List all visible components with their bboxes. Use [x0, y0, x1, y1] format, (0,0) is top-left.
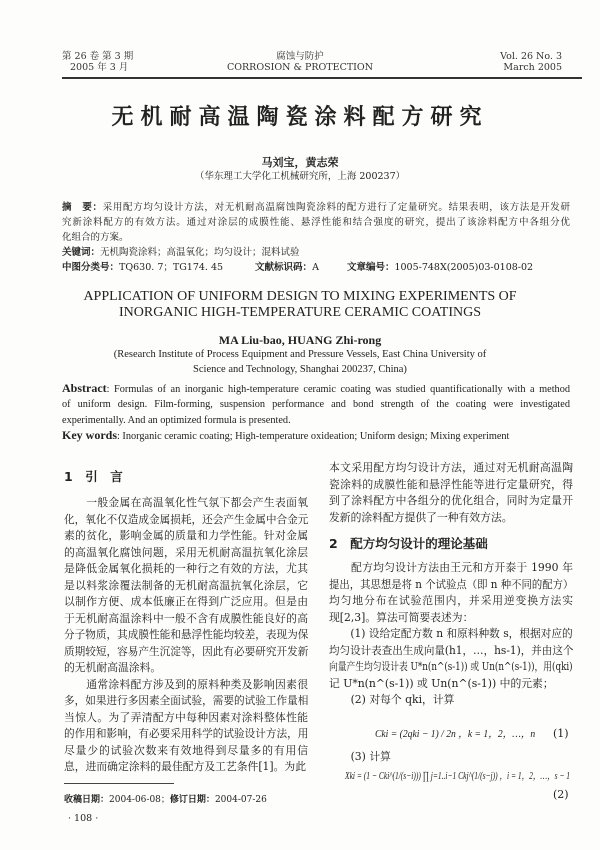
- text-line: 发新的涂料配方提供了一种有效方法。: [329, 510, 513, 524]
- text-line: 本文采用配方均匀设计方法，通过对无机耐高温陶: [329, 461, 573, 474]
- authors-cn: 马刘宝，黄志荣: [261, 156, 339, 169]
- text-line: 当惊人。为了弄清配方中每种因素对涂料整体性能: [64, 710, 308, 724]
- text-line: 化，氧化不仅造成金属损耗，还会产生金属中合金元: [64, 512, 309, 526]
- journal-volume-en: Vol. 26 No. 3 March 2005: [500, 51, 562, 73]
- text-line: 尽量少的试验次数来有效地得到尽量多的有用信: [64, 743, 308, 757]
- step-3: (3) 计算: [329, 750, 391, 763]
- text-line: 多，如果进行多因素全面试验，需要的试验工作量相: [64, 694, 309, 707]
- text-line: 配方均匀设计方法由王元和方开泰于 1990 年: [329, 561, 573, 574]
- affiliation-en: (Research Institute of Process Equipment and Pressure Vessels, East China University of Science and Technology, Shanghai 200237, China): [113, 349, 487, 375]
- section-2-body: [329, 560, 573, 709]
- text-line: 的无机耐高温涂料。: [64, 661, 162, 674]
- section-2-heading: 2 配方均匀设计的理论基础: [329, 536, 488, 551]
- section-1-body: [64, 495, 308, 776]
- text-line: 的高温氧化腐蚀问题，采用无机耐高温抗氧化涂层: [64, 545, 308, 559]
- equation-1-number: (1): [553, 727, 569, 740]
- text-line: 分子物质，其成膜性能和悬浮性能均较差，表现为保: [64, 628, 309, 641]
- text-line: 是以料浆涂覆法制备的无机耐高温抗氧化涂层，它: [64, 578, 308, 592]
- text-line: 以制作方便、成本低廉正在得到广泛应用。但是由: [64, 595, 308, 608]
- authors-en: MA Liu-bao, HUANG Zhi-rong: [218, 333, 382, 347]
- text-line: 是降低金属氧化损耗的一种行之有效的方法，尤其: [64, 562, 308, 575]
- text-line: 息，进而确定涂料的最佳配方及工艺条件[1]。为此: [64, 760, 307, 773]
- text-line: 素的贫化，影响金属的质量和力学性能。针对金属: [64, 529, 308, 542]
- equation-2: Xki = (1 − Cki^(1/(s−i))) ∏ j=1..i−1 Ckj^(1/(s−j)) ，i = 1，2，…，s − 1: [345, 770, 571, 782]
- footnote-rule: [64, 783, 174, 784]
- text-line: 均匀地分布在试验范围内，并采用逆变换方法实: [329, 594, 573, 607]
- text-line: 记 U*n(n^(s-1)) 或 Un(n^(s-1)) 中的元素；: [329, 676, 554, 690]
- text-line: 质期较短，容易产生沉淀等，因此有必要研究开发新: [64, 644, 309, 658]
- equation-2-number: (2): [553, 788, 569, 801]
- page-number: · 108 ·: [68, 813, 99, 824]
- title-en: APPLICATION OF UNIFORM DESIGN TO MIXING EXPERIMENTS OF INORGANIC HIGH-TEMPERATURE CERAMIC COATINGS: [83, 289, 517, 320]
- text-line: (1) 设给定配方数 n 和原料种数 s，根据对应的: [329, 627, 573, 640]
- text-line: 的作用和影响，有必要采用科学的试验设计方法，用: [64, 727, 309, 740]
- equation-1: Cki = (2qki − 1) / 2n ，k = 1，2，…，n: [375, 728, 536, 740]
- journal-volume-cn: 第 26 卷 第 3 期 2005 年 3 月: [62, 51, 134, 73]
- section-1-heading: 1 引 言: [64, 469, 123, 484]
- text-line: 现[2,3]。算法可简要表述为：: [329, 610, 474, 624]
- header-rule: [62, 77, 582, 79]
- text-line: 均匀设计表查出生成向量(h1，…，hs-1)，并由这个: [329, 643, 574, 657]
- text-line: 到了涂料配方中各组分的优化组合，同时为定量开: [329, 494, 573, 507]
- journal-name: 腐蚀与防护 CORROSION & PROTECTION: [226, 51, 374, 73]
- text-line: (2) 对每个 qki，计算: [329, 693, 455, 706]
- affiliation-cn: （华东理工大学化工机械研究所，上海 200237）: [194, 171, 406, 182]
- text-line: 一般金属在高温氧化性气氛下都会产生表面氧: [64, 496, 308, 509]
- text-line: 向量产生均匀设计表 U*n(n^(s-1)) 或 Un(n^(s-1))，用(qki): [329, 660, 573, 673]
- title-cn: 无机耐高温陶瓷涂料配方研究: [111, 105, 489, 130]
- text-line: 瓷涂料的成膜性能和悬浮性能等进行定量研究，得: [329, 477, 573, 491]
- abstract-en: Abstract: Formulas of an inorganic high-temperature ceramic coating was studied quantificationally with a method of uniform design. Film-forming, suspension performance and bond strength of the coating were investigated experimentally. And an optimized formula is presented. Key words: Inorganic ceramic coating; High-temperature oxideation; Uniform design; Mixing experiment: [62, 381, 570, 442]
- right-intro: [329, 460, 573, 526]
- text-line: 于无机耐高温涂料中一般不含有成膜性能良好的高: [64, 611, 308, 625]
- text-line: 通常涂料配方涉及到的原料种类及影响因素很: [64, 677, 308, 691]
- footnote-dates: 收稿日期：2004-06-08；修订日期：2004-07-26: [64, 795, 267, 805]
- abstract-cn: 摘 要：采用配方均匀设计方法，对无机耐高温腐蚀陶瓷涂料的配方进行了定量研究。结果表明，该方法是开发研 究新涂料配方的有效方法。通过对涂层的成膜性能、悬浮性能和结合强度的研究，提出了该涂料配方中各组分优 化组合的方案。 关键词：无机陶瓷涂料；高温氧化；均匀设计；混料试验 中图分类号：TQ630. 7；TG174. 45 文献标识码：A 文章编号：1005-748X(2005)03-0108-02: [62, 202, 570, 273]
- text-line: 提出，其思想是将 n 个试验点（即 n 种不同的配方）: [329, 577, 574, 591]
